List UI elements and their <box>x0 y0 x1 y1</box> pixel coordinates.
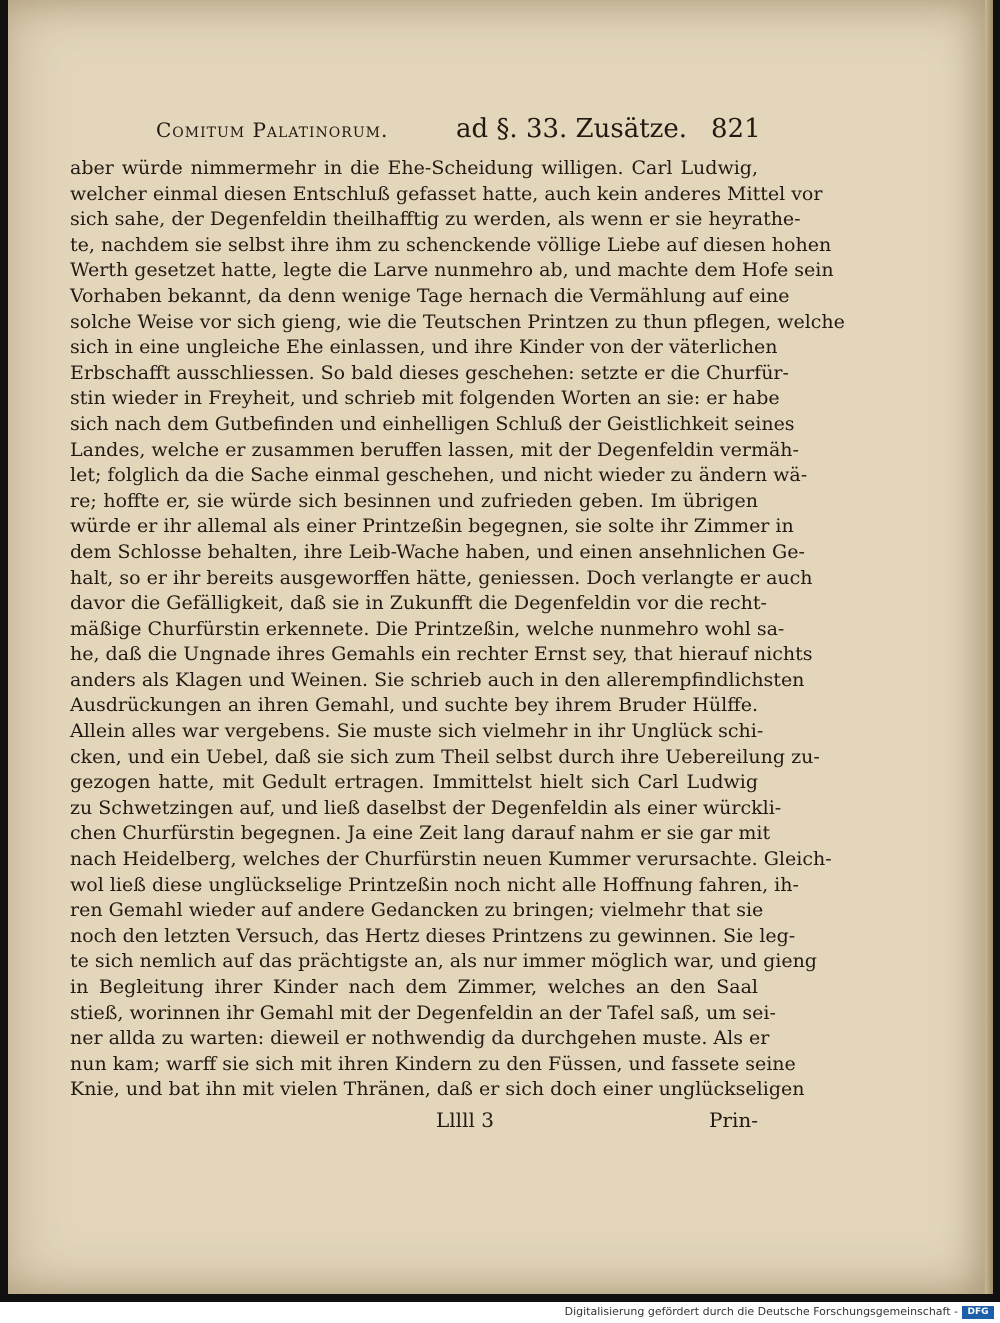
text-line: sich in eine ungleiche Ehe einlassen, und ihre Kinder von der väterlichen <box>70 336 778 359</box>
text-line: anders als Klagen und Weinen. Sie schrieb auch in den allerempfindlichsten <box>70 668 805 691</box>
text-line: nun kam; warff sie sich mit ihren Kindern zu den Füssen, und fassete seine <box>70 1052 796 1075</box>
running-title: Comitum Palatinorum. <box>156 118 389 142</box>
section-reference: ad §. 33. Zusätze. <box>456 114 688 144</box>
page-number: 821 <box>711 114 761 144</box>
text-line: halt, so er ihr bereits ausgeworffen hätte, geniessen. Doch verlangte er auch <box>70 566 813 589</box>
text-line: Knie, und bat ihn mit vielen Thränen, daß er sich doch einer unglückseligen <box>70 1078 805 1101</box>
text-line: te, nachdem sie selbst ihre ihm zu schenckende völlige Liebe auf diesen hohen <box>70 233 832 256</box>
text-line: davor die Gefälligkeit, daß sie in Zukunfft die Degenfeldin vor die recht- <box>70 592 767 615</box>
signature-mark: Lllll 3 <box>436 1108 494 1132</box>
text-line: cken, und ein Uebel, daß sie sich zum Theil selbst durch ihre Uebereilung zu- <box>70 745 820 768</box>
text-line: gezogen hatte, mit Gedult ertragen. Immittelst hielt sich Carl Ludwig <box>70 771 758 794</box>
text-line: aber würde nimmermehr in die Ehe-Scheidung willigen. Carl Ludwig, <box>70 157 758 179</box>
text-line: let; folglich da die Sache einmal geschehen, und nicht wieder zu ändern wä- <box>70 464 808 487</box>
attribution-bar <box>0 1302 1000 1323</box>
text-line: nach Heidelberg, welches der Churfürstin neuen Kummer verursachte. Gleich- <box>70 848 832 871</box>
text-line: solche Weise vor sich gieng, wie die Teutschen Printzen zu thun pflegen, welche <box>70 310 845 333</box>
text-line: mäßige Churfürstin erkennete. Die Printzeßin, welche nunmehro wohl sa- <box>70 617 785 640</box>
funding-credit: Digitalisierung gefördert durch die Deutsche Forschungsgemeinschaft - <box>564 1305 958 1318</box>
text-line: stin wieder in Freyheit, und schrieb mit folgenden Worten an sie: er habe <box>70 387 780 410</box>
text-line: welcher einmal diesen Entschluß gefasset hatte, auch kein anderes Mittel vor <box>70 182 823 205</box>
text-line: re; hoffte er, sie würde sich besinnen und zufrieden geben. Im übrigen <box>70 489 758 512</box>
text-line: Vorhaben bekannt, da denn wenige Tage hernach die Vermählung auf eine <box>70 284 790 307</box>
text-line: noch den letzten Versuch, das Hertz dieses Printzens zu gewinnen. Sie leg- <box>70 924 796 947</box>
text-line: dem Schlosse behalten, ihre Leib-Wache haben, und einen ansehnlichen Ge- <box>70 540 805 563</box>
text-line: he, daß die Ungnade ihres Gemahls ein rechter Ernst sey, that hierauf nichts <box>70 643 813 666</box>
text-line: zu Schwetzingen auf, und ließ daselbst der Degenfeldin als einer würckli- <box>70 796 782 819</box>
text-line: Ausdrückungen an ihren Gemahl, und suchte bey ihrem Bruder Hülffe. <box>70 694 758 717</box>
page-footer <box>70 1108 758 1138</box>
text-line: Erbschafft ausschliessen. So bald dieses geschehen: setzte er die Churfür- <box>70 361 789 384</box>
page-edge <box>985 0 993 1294</box>
text-line: sich sahe, der Degenfeldin theilhafftig zu werden, als wenn er sie heyrathe- <box>70 208 801 231</box>
text-line: Werth gesetzet hatte, legte die Larve nunmehro ab, und machte dem Hofe sein <box>70 259 834 282</box>
book-page <box>8 0 993 1294</box>
page-header <box>156 112 761 152</box>
text-line: te sich nemlich auf das prächtigste an, als nur immer möglich war, und gieng <box>70 950 817 973</box>
catchword: Prin- <box>708 1108 758 1132</box>
text-line: ren Gemahl wieder auf andere Gedancken zu bringen; vielmehr that sie <box>70 899 764 922</box>
text-line: chen Churfürstin begegnen. Ja eine Zeit lang darauf nahm er sie gar mit <box>70 822 771 845</box>
text-line: ner allda zu warten: dieweil er nothwendig da durchgehen muste. Als er <box>70 1027 770 1050</box>
text-line: in Begleitung ihrer Kinder nach dem Zimmer, welches an den Saal <box>70 976 758 998</box>
text-line: sich nach dem Gutbefinden und einhelligen Schluß der Geistlichkeit seines <box>70 412 795 435</box>
text-line: würde er ihr allemal als einer Printzeßin begegnen, sie solte ihr Zimmer in <box>70 515 794 538</box>
text-line: Landes, welche er zusammen beruffen lassen, mit der Degenfeldin vermäh- <box>70 438 799 461</box>
dfg-logo: DFG <box>962 1306 994 1319</box>
body-text <box>70 156 845 1103</box>
text-line: Allein alles war vergebens. Sie muste sich vielmehr in ihr Unglück schi- <box>70 720 764 743</box>
text-line: wol ließ diese unglückselige Printzeßin noch nicht alle Hoffnung fahren, ih- <box>70 873 799 896</box>
text-line: stieß, worinnen ihr Gemahl mit der Degenfeldin an der Tafel saß, um sei- <box>70 1001 776 1024</box>
